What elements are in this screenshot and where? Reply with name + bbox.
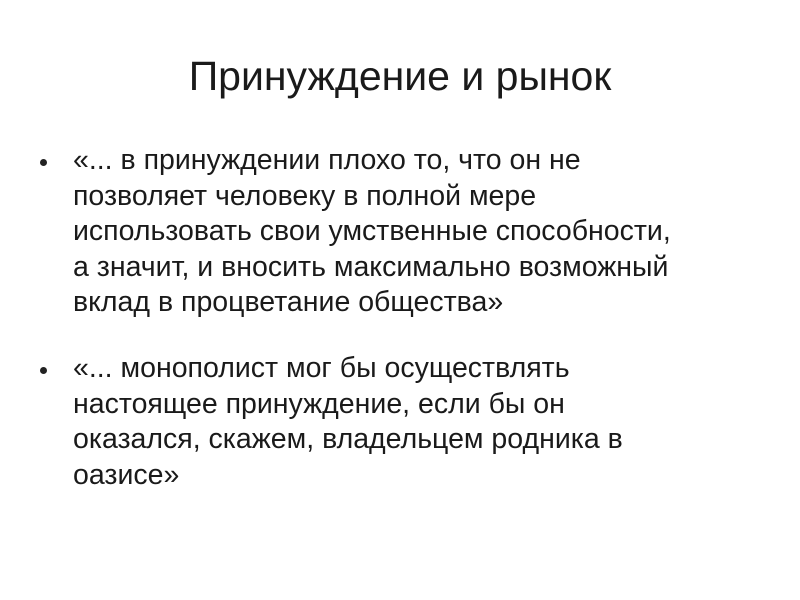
bullet-1-line-3: использовать свои умственные способности,	[73, 215, 671, 247]
bullet-1-line-1: «... в принуждении плохо то, что он не	[73, 144, 581, 176]
bullet-2-line-2: настоящее принуждение, если бы он	[73, 387, 565, 420]
bullet-1-line-5: вклад в процветание общества»	[73, 286, 504, 318]
slide-title: Принуждение и рынок	[188, 53, 612, 99]
bullet-1-line-4: а значит, и вносить максимально возможный	[73, 250, 669, 283]
bullet-text-2	[73, 351, 773, 493]
bullet-2-line-3: оказался, скажем, владельцем родника в	[73, 423, 623, 455]
bullet-dot-icon	[40, 159, 47, 166]
bullet-1-line-2: позволяет человеку в полной мере	[73, 179, 537, 212]
bullet-dot-icon	[40, 367, 47, 374]
bullet-2-line-1: «... монополист мог бы осуществлять	[73, 352, 570, 384]
bullet-text-1	[73, 143, 773, 321]
bullet-2-line-4: оазисе»	[73, 458, 180, 491]
